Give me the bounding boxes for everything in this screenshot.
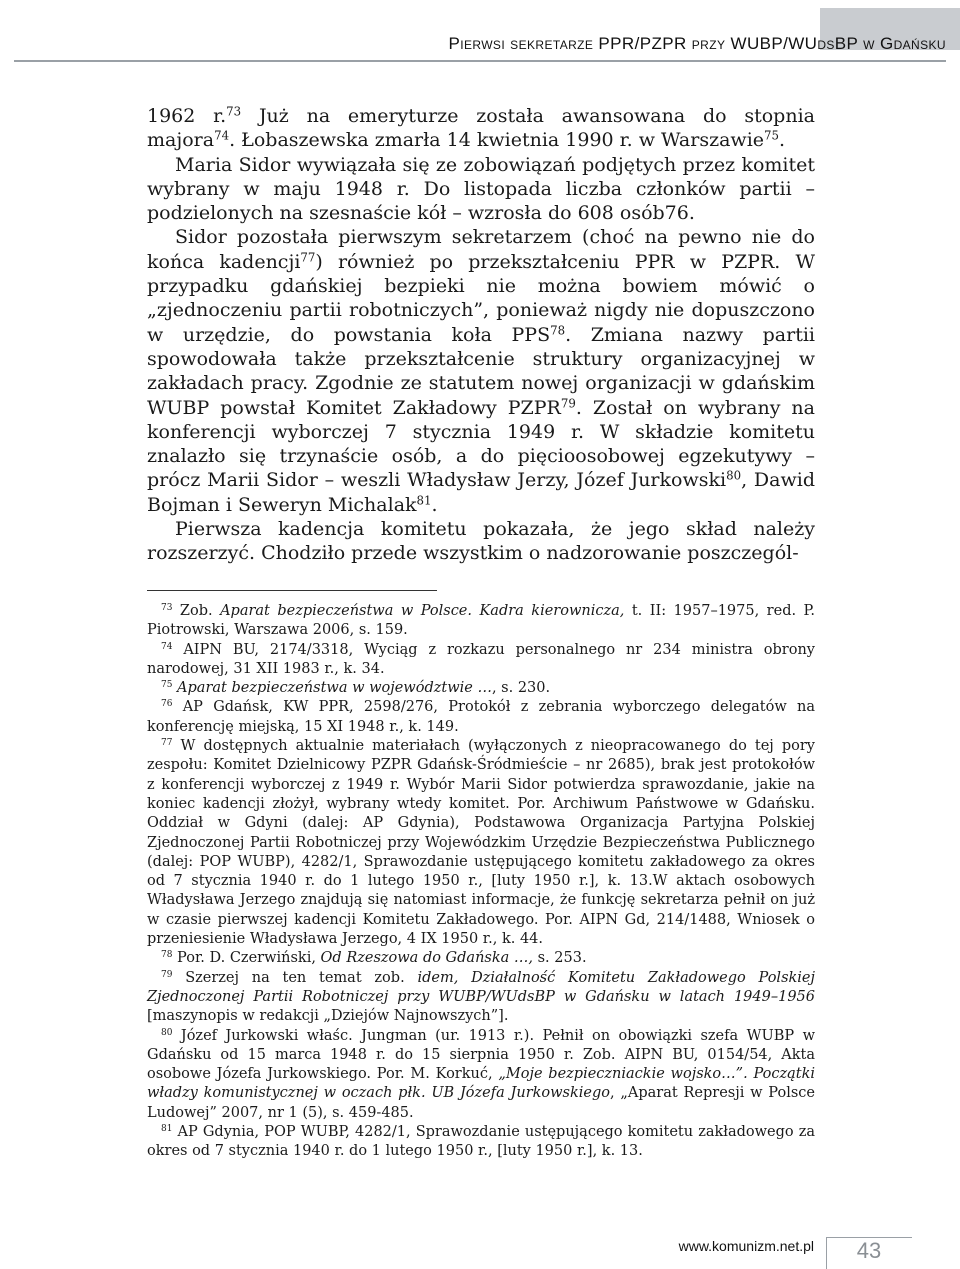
text-run: ) również po przekształceniu PPR w PZPR. W przypadku gdańskiej bezpieki nie można bowiem mówić o „zjednoczeniu partii robotniczych”, ponieważ nigdy nie dopuszczono w urzędzie, do powstania koła PPS	[147, 250, 815, 346]
paragraph	[147, 153, 815, 226]
text-run: s. 253.	[533, 950, 587, 967]
footnote-marker: 76	[161, 699, 173, 710]
text-run: W dostępnych aktualnie materiałach (wyłączonych z nieopracowanego do tej pory zespołu: Komitet Dzielnicowy PZPR Gdańsk-Śródmieście – nr 2685), brak jest protokołów z konferencji wyborczej z 1949 r. Wybór Marii Sidor potwierdza sprawozdanie, jakie na koniec kadencji złożył, wybrany wtedy komitet. Por. Archiwum Państwowe w Gdańsku. Oddział w Gdyni (dalej: AP Gdynia), Podstawowa Organizacja Partyjna Polskiej Zjednoczonej Partii Robotniczej przy Wojewódzkim Urzędzie Bezpieczeństwa Publicznego (dalej: POP WUBP), 4282/1, Sprawozdanie ustępującego komitetu zakładowego za okres od 7 stycznia 1940 r. do 1 lutego 1950 r., [luty 1950 r.], k. 13.W aktach osobowych Władysława Jerzego znajdują się natomiast informacje, że funkcję sekretarza pełnił on już w czasie pierwszej kadencji Komitetu Zakładowego. Por. AIPN Gd, 214/1488, Wniosek o przeniesienie Władysława Jerzego, 4 IX 1950 r., k. 44.	[147, 738, 815, 948]
footnotes	[147, 602, 815, 1162]
text-run: t. II: 1957–1975, red. P. Piotrowski, Warszawa 2006, s. 159.	[147, 603, 815, 639]
text-run: . Zmiana nazwy partii spowodowała także przekształcenie struktury organizacyjnej w zakładach pracy. Zgodnie ze statutem nowej organizacji w gdańskim WUBP powstał Komitet Zakładowy PZPR	[147, 323, 815, 419]
text-run: Zob.	[172, 603, 221, 619]
text-run: Sidor pozostała pierwszym sekretarzem (choć na pewno nie do końca kadencji	[147, 226, 815, 273]
text-run: , „Aparat Represji w Polsce Ludowej” 2007, nr 1 (5), s. 459-485.	[147, 1085, 815, 1121]
italic-text: „Moje bezpieczniackie wojsko…”. Początki władzy komunistycznej w oczach płk. UB Józefa Jurkowskiego	[147, 1066, 815, 1102]
text-run: .	[779, 129, 786, 152]
footnote-marker: 81	[161, 1124, 173, 1135]
footer-url: www.komunizm.net.pl	[678, 1238, 814, 1254]
italic-text: idem, Działalność Komitetu Zakładowego Polskiej Zjednoczonej Partii Robotniczej przy WUBP/WUdsBP w Gdańsku w latach 1949–1956	[147, 969, 816, 1005]
text-run: 1962 r.	[147, 105, 227, 127]
footnote-marker: 73	[161, 603, 173, 614]
footnote-marker: 80	[726, 468, 742, 483]
text-run: AP Gdańsk, KW PPR, 2598/276, Protokół z zebrania wyborczego delegatów na konferencję miejską, 15 XI 1948 r., k. 149.	[147, 699, 815, 735]
text-run: Już na emeryturze została awansowana do stopnia majora	[147, 105, 815, 152]
text-run: AIPN BU, 2174/3318, Wyciąg z rozkazu personalnego nr 234 ministra obrony narodowej, 31 XII 1983 r., k. 34.	[147, 641, 815, 677]
header-divider	[14, 60, 946, 62]
text-run: AP Gdynia, POP WUBP, 4282/1, Sprawozdanie ustępującego komitetu zakładowego za okres od 7 stycznia 1940 r. do 1 lutego 1950 r., [luty 1950 r.], k. 13.	[147, 1124, 815, 1160]
footnote-marker: 75	[764, 128, 780, 143]
footnote	[147, 641, 815, 680]
italic-text: Aparat bezpieczeństwa w województwie …	[177, 680, 492, 697]
footnote	[147, 602, 815, 641]
footnote-marker: 81	[416, 493, 432, 508]
text-run: . Łobaszewska zmarła 14 kwietnia 1990 r. w Warszawie	[229, 129, 765, 152]
footnote-marker: 73	[226, 104, 242, 119]
text-run: .	[431, 493, 438, 516]
text-run: . Został on wybrany na konferencji wyborczej 7 stycznia 1949 r. W składzie komitetu znalazło się trzynaście osób, a do pięcioosobowej egzekutywy – prócz Marii Sidor – weszli Władysław Jerzy, Józef Jurkowski	[147, 396, 816, 492]
italic-text: Od Rzeszowa do Gdańska …,	[320, 950, 533, 967]
footnote-marker: 78	[161, 950, 173, 961]
text-run: Józef Jurkowski właśc. Jungman (ur. 1913 r.). Pełnił on obowiązki szefa WUBP w Gdańsku od 15 marca 1948 r. do 15 sierpnia 1950 r. Zob. AIPN BU, 0154/54, Akta osobowe Józefa Jurkowskiego. Por. M. Korkuć,	[147, 1027, 815, 1083]
footnote-marker: 74	[161, 641, 173, 652]
paragraph	[147, 517, 815, 566]
footnote-marker: 74	[214, 128, 230, 143]
footnote	[147, 1123, 815, 1162]
footnote-marker: 79	[560, 396, 576, 411]
running-header: Pierwsi sekretarze PPR/PZPR przy WUBP/WUdsBP w Gdańsku	[448, 34, 946, 53]
footnote-separator	[147, 590, 437, 591]
text-run: , Dawid Bojman i Seweryn Michalak	[147, 469, 815, 516]
footnote	[147, 737, 815, 949]
footnote-marker: 77	[161, 738, 173, 749]
text-run: , s. 230.	[491, 680, 551, 697]
footnote-marker: 75	[161, 680, 173, 691]
page-number: 43	[856, 1238, 882, 1263]
footnote	[147, 949, 815, 968]
footnote-marker: 80	[161, 1027, 173, 1038]
footnote	[147, 679, 815, 698]
paragraph	[147, 104, 815, 153]
text-run: Por. D. Czerwiński,	[172, 950, 321, 967]
main-text	[147, 104, 815, 566]
paragraph	[147, 225, 815, 517]
footnote	[147, 698, 815, 737]
text-run: [maszynopis w redakcji „Dziejów Najnowszych”].	[147, 1008, 509, 1025]
footnote-marker: 77	[300, 250, 316, 265]
footnote	[147, 1027, 815, 1123]
footnote-marker: 79	[161, 969, 173, 980]
text-run: Pierwsza kadencja komitetu pokazała, że jego skład należy rozszerzyć. Chodziło przede wszystkim o nadzorowanie poszczegól-	[147, 518, 815, 565]
footnote-marker: 78	[550, 323, 566, 338]
italic-text: Aparat bezpieczeństwa w Polsce. Kadra kierownicza,	[220, 603, 625, 619]
text-run: Maria Sidor wywiązała się ze zobowiązań podjętych przez komitet wybrany w maju 1948 r. Do listopada liczba członków partii – podzielonych na szesnaście kół – wzrosła do 608 osób76.	[147, 153, 815, 225]
text-run: Szerzej na ten temat zob.	[172, 969, 418, 986]
footnote	[147, 969, 815, 1027]
